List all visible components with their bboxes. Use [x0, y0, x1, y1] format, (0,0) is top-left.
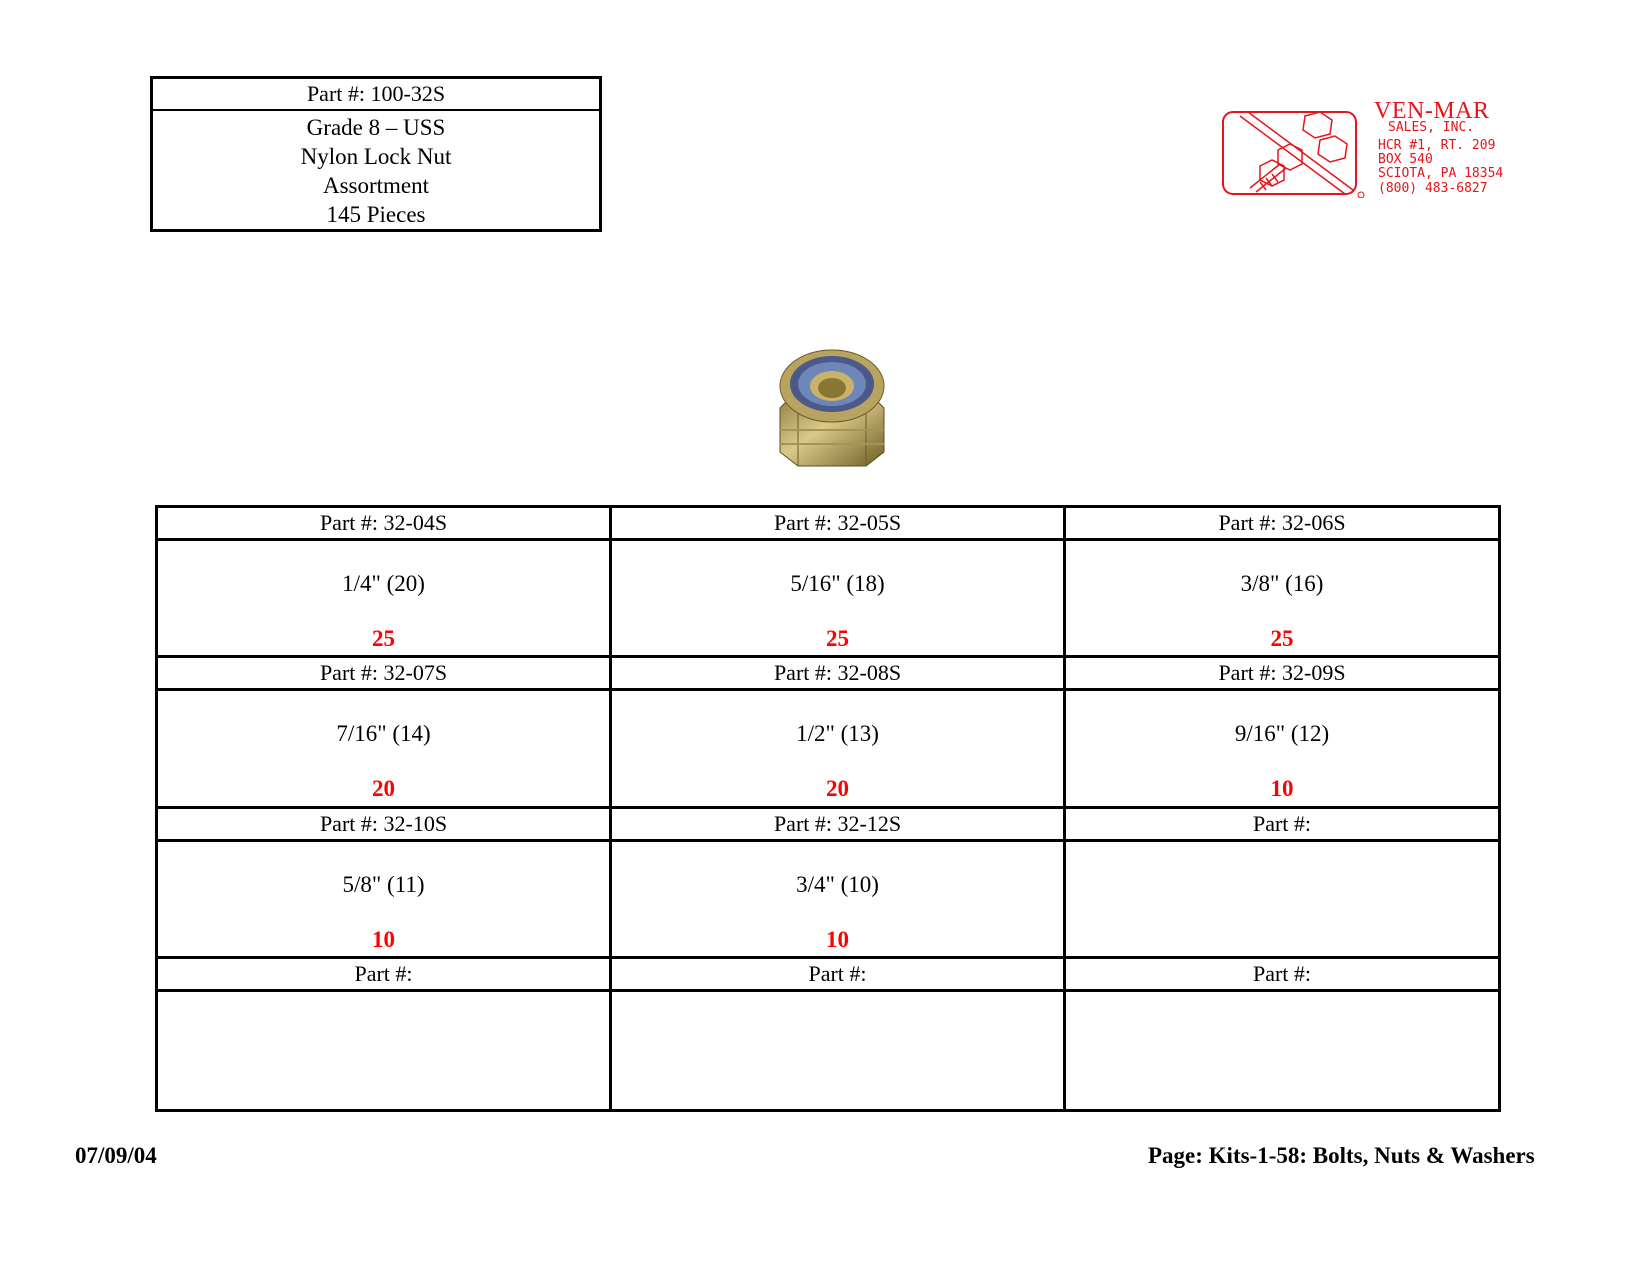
part-cell	[612, 959, 1066, 1109]
part-quantity: 25	[826, 626, 849, 651]
kit-description	[153, 111, 599, 229]
logo-line: (800) 483-6827	[1378, 181, 1488, 196]
part-cell	[158, 809, 612, 959]
part-number: Part #:	[158, 959, 609, 992]
bolt-logo-icon	[1220, 106, 1370, 198]
part-quantity: 10	[372, 926, 395, 952]
part-quantity: 25	[1270, 626, 1294, 651]
part-cell	[1066, 959, 1498, 1109]
logo-line: SCIOTA, PA 18354	[1378, 166, 1504, 181]
part-number: Part #:	[1066, 959, 1498, 992]
parts-grid	[155, 505, 1501, 1112]
part-size: 1/4" (20)	[342, 571, 425, 596]
part-quantity: 20	[826, 776, 849, 802]
part-cell	[612, 809, 1066, 959]
part-size: 5/8" (11)	[342, 871, 425, 897]
part-cell	[158, 508, 612, 658]
part-number: Part #: 32-08S	[612, 658, 1063, 691]
logo-brand: VEN-MAR	[1374, 98, 1490, 124]
part-cell	[158, 959, 612, 1109]
logo-line: SALES, INC.	[1388, 120, 1475, 135]
part-number: Part #: 32-05S	[612, 508, 1063, 541]
logo-line: HCR #1, RT. 209	[1378, 138, 1496, 153]
part-number: Part #:	[612, 959, 1063, 992]
part-quantity: 10	[1270, 776, 1294, 802]
part-cell	[1066, 809, 1498, 959]
footer-page-label: Page: Kits-1-58: Bolts, Nuts & Washers	[1148, 1143, 1535, 1168]
kit-description-line: Assortment	[322, 173, 430, 198]
part-size: 1/2" (13)	[796, 721, 879, 747]
kit-description-line: 145 Pieces	[326, 202, 426, 227]
part-cell	[1066, 658, 1498, 808]
part-number: Part #: 32-06S	[1066, 508, 1498, 541]
part-number: Part #: 32-07S	[158, 658, 609, 691]
part-size: 5/16" (18)	[790, 571, 885, 596]
part-size: 3/4" (10)	[796, 871, 879, 897]
part-quantity: 25	[372, 626, 395, 651]
part-number: Part #: 32-09S	[1066, 658, 1498, 691]
part-quantity: 10	[826, 926, 849, 952]
part-number: Part #: 32-10S	[158, 809, 609, 842]
footer-date: 07/09/04	[75, 1143, 157, 1168]
part-size: 9/16" (12)	[1234, 721, 1330, 747]
part-number: Part #: 32-12S	[612, 809, 1063, 842]
kit-description-line: Grade 8 – USS	[306, 115, 446, 140]
kit-part-number: Part #: 100-32S	[153, 79, 599, 111]
part-quantity: 20	[372, 776, 395, 802]
logo-line: BOX 540	[1378, 152, 1433, 167]
part-cell	[158, 658, 612, 808]
part-size: 7/16" (14)	[336, 721, 431, 747]
part-cell	[612, 658, 1066, 808]
kit-description-line: Nylon Lock Nut	[300, 144, 452, 169]
part-cell	[612, 508, 1066, 658]
company-logo	[1220, 98, 1540, 206]
kit-info-box	[150, 76, 602, 232]
part-size: 3/8" (16)	[1240, 571, 1324, 596]
nylon-lock-nut-image	[772, 346, 892, 470]
part-cell	[1066, 508, 1498, 658]
part-number: Part #: 32-04S	[158, 508, 609, 541]
part-number: Part #:	[1066, 809, 1498, 842]
